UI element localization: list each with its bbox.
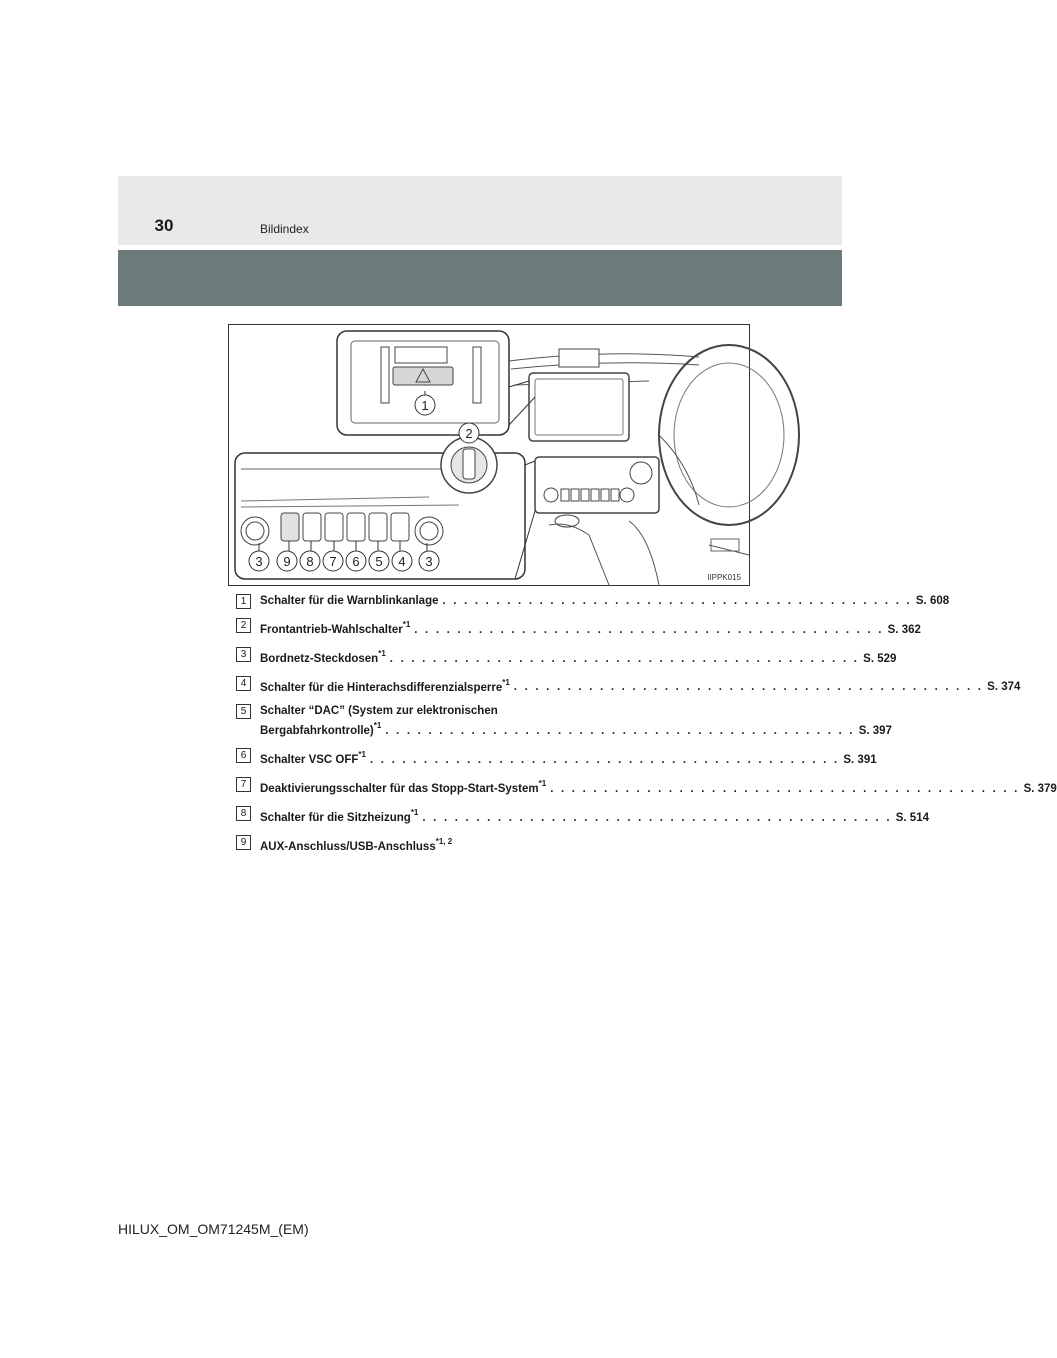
callout-4-label: 4 xyxy=(398,554,406,569)
legend-label-text: AUX-Anschluss/USB-Anschluss xyxy=(260,840,436,853)
legend-number: 8 xyxy=(236,806,251,821)
legend-item xyxy=(236,618,921,638)
leader-dots: . . . . . . . . . . . . . . . . . . . . . . . . . . . . . . . . . . . . . . . . . . . . xyxy=(369,754,840,767)
footnote-marker: *1 xyxy=(358,750,366,760)
legend-label xyxy=(260,835,452,855)
legend-list xyxy=(236,594,1057,864)
page-reference: S. 514 xyxy=(895,811,929,824)
legend-label-text: Schalter VSC OFF xyxy=(260,754,359,767)
leader-dots: . . . . . . . . . . . . . . . . . . . . . . . . . . . . . . . . . . . . . . . . . . . . xyxy=(513,681,984,694)
legend-label-text: Bergabfahrkontrolle) xyxy=(260,725,374,738)
legend-item xyxy=(236,594,950,609)
callout-1-label: 1 xyxy=(421,398,429,413)
dashboard-illustration xyxy=(229,325,749,585)
legend-item xyxy=(236,777,1057,797)
legend-label-text: Schalter für die Sitzheizung xyxy=(260,811,411,824)
footnote-marker: *1 xyxy=(410,807,419,817)
legend-label-line-1: Schalter “DAC” (System zur elektronischen xyxy=(260,705,498,718)
legend-label xyxy=(260,806,418,826)
page-reference: S. 379 xyxy=(1023,782,1057,795)
legend-label xyxy=(260,719,381,739)
page-reference: S. 397 xyxy=(858,725,892,738)
footnote-marker: *1 xyxy=(378,648,386,658)
section-title: Bildindex xyxy=(260,222,309,236)
page-reference: S. 391 xyxy=(843,754,877,767)
legend-item xyxy=(236,806,929,826)
leader-dots: . . . . . . . . . . . . . . . . . . . . . . . . . . . . . . . . . . . . . . . . . . . . xyxy=(385,725,855,738)
legend-item xyxy=(236,676,1021,696)
page-reference: S. 374 xyxy=(987,681,1021,694)
header-band-light xyxy=(118,176,842,245)
legend-item xyxy=(236,647,897,667)
callout-6-label: 6 xyxy=(352,554,360,569)
legend-label: Schalter für die Warnblinkanlage xyxy=(260,595,439,607)
footnote-marker: *1, 2 xyxy=(435,836,453,846)
legend-label-text: Schalter für die Hinterachsdifferenzialsperre xyxy=(260,681,503,694)
legend-label xyxy=(260,618,410,638)
legend-number: 1 xyxy=(236,594,251,609)
page-reference: S. 529 xyxy=(863,652,897,665)
page-reference: S. 608 xyxy=(915,595,950,607)
leader-dots: . . . . . . . . . . . . . . . . . . . . . . . . . . . . . . . . . . . . . . . . . . . . xyxy=(422,811,892,824)
legend-number: 3 xyxy=(236,647,251,662)
legend-number: 4 xyxy=(236,676,251,691)
header-band-dark xyxy=(118,250,842,306)
legend-label xyxy=(260,676,510,696)
callout-9-label: 9 xyxy=(283,554,291,569)
page-reference: S. 362 xyxy=(887,623,921,636)
zoom-hazard-panel xyxy=(337,331,509,435)
document-id: HILUX_OM_OM71245M_(EM) xyxy=(118,1221,309,1237)
legend-label xyxy=(260,647,386,667)
legend-number: 9 xyxy=(236,835,251,850)
dashboard-figure xyxy=(228,324,750,586)
legend-label xyxy=(260,748,366,768)
legend-number: 5 xyxy=(236,704,251,719)
callout-8-label: 8 xyxy=(306,554,314,569)
legend-item xyxy=(236,835,722,855)
footnote-marker: *1 xyxy=(373,721,382,731)
legend-label-text: Deaktivierungsschalter für das Stopp-Start-System xyxy=(260,782,539,795)
footnote-marker: *1 xyxy=(502,677,510,687)
footnote-marker: *1 xyxy=(538,779,547,789)
leader-dots: . . . . . . . . . . . . . . . . . . . . . . . . . . . . . . . . . . . . . . . . . . . . xyxy=(550,782,1020,795)
legend-label xyxy=(260,777,546,797)
callout-2-label: 2 xyxy=(465,426,473,441)
legend-number: 7 xyxy=(236,777,251,792)
leader-dots: . . . . . . . . . . . . . . . . . . . . . . . . . . . . . . . . . . . . . . . . . . . . xyxy=(414,623,884,636)
legend-number: 6 xyxy=(236,748,251,763)
leader-dots: . . . . . . . . . . . . . . . . . . . . . . . . . . . . . . . . . . . . . . . . . . . . xyxy=(389,652,860,665)
page-number: 30 xyxy=(154,216,174,235)
legend-item xyxy=(236,704,892,739)
callout-3-right-label: 3 xyxy=(425,554,433,569)
legend-label-text: Bordnetz-Steckdosen xyxy=(260,652,379,665)
callout-5-label: 5 xyxy=(375,554,383,569)
legend-number: 2 xyxy=(236,618,251,633)
legend-item xyxy=(236,748,877,768)
callout-3-left-label: 3 xyxy=(255,554,263,569)
figure-code: IIPPK015 xyxy=(707,573,741,582)
legend-label-text: Frontantrieb-Wahlschalter xyxy=(260,623,403,636)
leader-dots: . . . . . . . . . . . . . . . . . . . . . . . . . . . . . . . . . . . . . . . . . . . . xyxy=(442,595,912,607)
footnote-marker: *1 xyxy=(402,620,411,629)
callout-7-label: 7 xyxy=(329,554,337,569)
